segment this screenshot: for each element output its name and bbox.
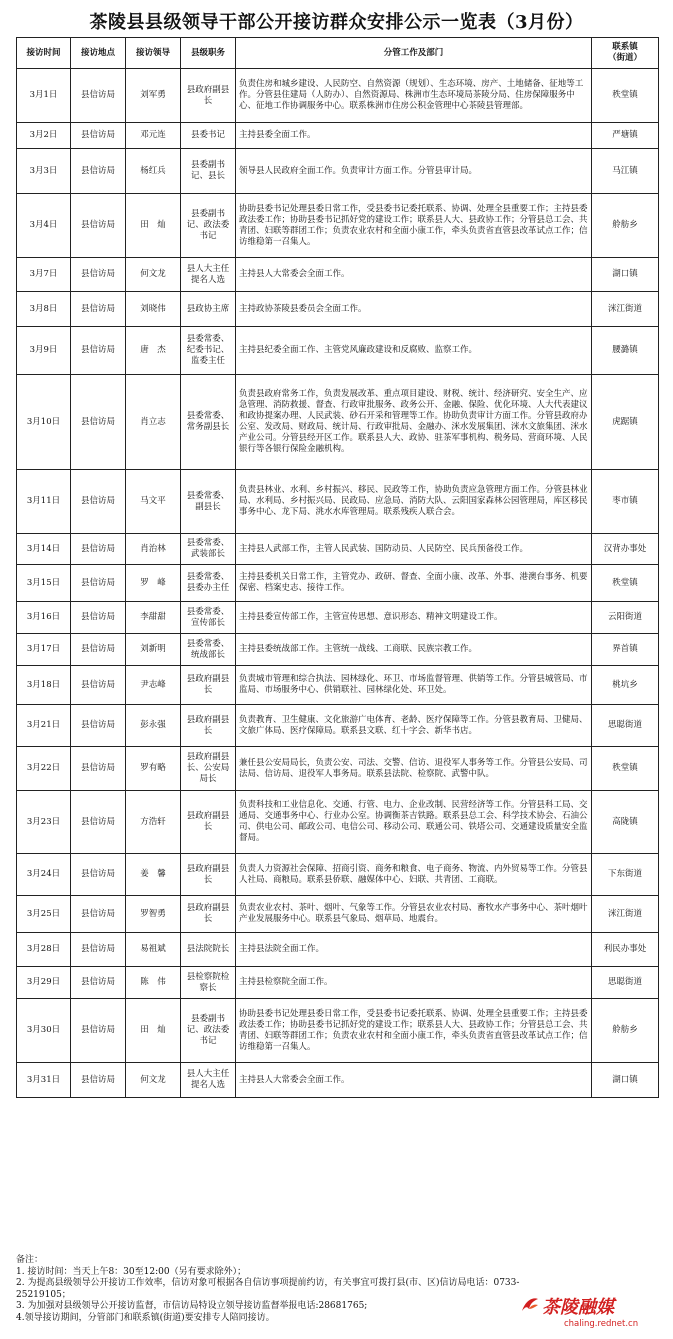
cell-duties: 负责住房和城乡建设、人民防空、自然资源（规划）、生态环境、房产、土地储备、征地等工作。分管县住建局（人防办）、自然资源局、株洲市生态环境局茶陵分局、住房保障服务中心、征地工作协调服务中心。联系株洲市住房公积金管理中心茶陵县管理部。	[236, 69, 592, 123]
table-row	[17, 292, 659, 327]
cell-leader: 唐 杰	[126, 327, 181, 375]
cell-date: 3月4日	[17, 194, 71, 258]
cell-date: 3月10日	[17, 375, 71, 470]
cell-place: 县信访局	[71, 565, 126, 602]
schedule-table	[16, 37, 659, 1098]
cell-date: 3月16日	[17, 602, 71, 634]
cell-duties: 协助县委书记处理县委日常工作，受县委书记委托联系、协调、处理全县重要工作；主持县委政法委工作；协助县委书记抓好党的建设工作；联系县人大、县政协工作；分管县总工会、共青团、妇联等群团工作；负责农业农村和全面小康工作，牵头负责省直管县改革试点工作；信访维稳第一召集人。	[236, 194, 592, 258]
cell-town: 舲舫乡	[592, 999, 659, 1063]
cell-leader: 李甜甜	[126, 602, 181, 634]
cell-place: 县信访局	[71, 375, 126, 470]
cell-town: 高陇镇	[592, 791, 659, 854]
cell-town: 严塘镇	[592, 123, 659, 149]
note-2: 2. 为提高县级领导公开接访工作效率，信访对象可根据各自信访事项提前约访，有关事宜可拨打县(市、区)信访局电话：0733-	[16, 1278, 520, 1288]
cell-role: 县人大主任提名人选	[181, 258, 236, 292]
cell-date: 3月25日	[17, 896, 71, 933]
table-row	[17, 666, 659, 705]
table-row	[17, 565, 659, 602]
cell-town: 湖口镇	[592, 258, 659, 292]
schedule-rows	[17, 69, 659, 1098]
table-row	[17, 470, 659, 534]
watermark-name: 茶陵融媒	[542, 1297, 614, 1318]
table-row	[17, 534, 659, 565]
cell-leader: 方浩轩	[126, 791, 181, 854]
cell-date: 3月7日	[17, 258, 71, 292]
cell-date: 3月30日	[17, 999, 71, 1063]
table-row	[17, 69, 659, 123]
table-row	[17, 747, 659, 791]
cell-role: 县政协主席	[181, 292, 236, 327]
cell-role: 县政府副县长	[181, 705, 236, 747]
table-row	[17, 602, 659, 634]
watermark-url: chaling.rednet.cn	[564, 1319, 639, 1329]
cell-place: 县信访局	[71, 194, 126, 258]
cell-place: 县信访局	[71, 854, 126, 896]
cell-duties: 兼任县公安局局长，负责公安、司法、交警、信访、退役军人事务等工作。分管县公安局、司法局、信访局、退役军人事务局。联系县法院、检察院、武警中队。	[236, 747, 592, 791]
cell-town: 桃坑乡	[592, 666, 659, 705]
cell-role: 县委常委、武装部长	[181, 534, 236, 565]
table-row	[17, 967, 659, 999]
cell-date: 3月2日	[17, 123, 71, 149]
table-row	[17, 854, 659, 896]
red-phoenix-logo-icon	[520, 1295, 540, 1315]
cell-leader: 田 灿	[126, 194, 181, 258]
cell-duties: 主持县委统战部工作。主管统一战线、工商联、民族宗教工作。	[236, 634, 592, 666]
cell-duties: 主持政协茶陵县委员会全面工作。	[236, 292, 592, 327]
cell-place: 县信访局	[71, 967, 126, 999]
cell-duties: 负责县政府常务工作，负责发展改革、重点项目建设、财税、统计、经济研究、安全生产、应急管理、消防救援、督查、行政审批服务、政务公开、金融、保险、优化环境、人大代表建议和政协提案办理、人民武装、砂石开采和管理等工作。协助负责审计方面工作。分管县政府办公室、发改局、财政局、统计局、行政审批局、金融办、洣水发展集团、洣水文旅集团、洣水产业公司。分管县经开区工作。联系县人大、政协、驻茶军事机构、税务局、营商环境、人民银行等各银行保险金融机构。	[236, 375, 592, 470]
cell-town: 汉背办事处	[592, 534, 659, 565]
table-row	[17, 999, 659, 1063]
note-4: 4.领导接访期间，分管部门和联系镇(街道)要安排专人陪同接访。	[16, 1312, 275, 1323]
cell-duties: 协助县委书记处理县委日常工作，受县委书记委托联系、协调、处理全县重要工作；主持县委政法委工作；协助县委书记抓好党的建设工作；联系县人大、县政协工作；分管县总工会、共青团、妇联等群团工作；负责农业农村和全面小康工作，牵头负责省直管县改革试点工作；信访维稳第一召集人。	[236, 999, 592, 1063]
cell-place: 县信访局	[71, 258, 126, 292]
cell-role: 县政府副县长	[181, 854, 236, 896]
cell-date: 3月1日	[17, 69, 71, 123]
cell-place: 县信访局	[71, 705, 126, 747]
cell-leader: 易祖斌	[126, 933, 181, 967]
notes-heading: 备注：	[16, 1255, 44, 1265]
cell-role: 县政府副县长	[181, 69, 236, 123]
cell-role: 县人大主任提名人选	[181, 1063, 236, 1098]
cell-role: 县委常委、副县长	[181, 470, 236, 534]
cell-leader: 何文龙	[126, 1063, 181, 1098]
cell-duties: 负责县林业、水利、乡村振兴、移民、民政等工作，协助负责应急管理方面工作。分管县林业局、水利局、乡村振兴局、民政局、应急局、消防大队、云阳国家森林公园管理局，库区移民事务中心、龙下局、洮水水库管理局。联系残疾人联合会。	[236, 470, 592, 534]
cell-role: 县委副书记、政法委书记	[181, 999, 236, 1063]
cell-town: 秩堂镇	[592, 69, 659, 123]
cell-leader: 姜 馨	[126, 854, 181, 896]
cell-duties: 负责农业农村、茶叶、烟叶、气象等工作。分管县农业农村局、畜牧水产事务中心、茶叶烟叶产业发展服务中心。联系县气象局、烟草局、地震台。	[236, 896, 592, 933]
cell-town: 云阳街道	[592, 602, 659, 634]
header-role: 县级职务	[181, 38, 236, 69]
table-row	[17, 705, 659, 747]
cell-town: 洣江街道	[592, 292, 659, 327]
cell-date: 3月8日	[17, 292, 71, 327]
cell-place: 县信访局	[71, 327, 126, 375]
cell-place: 县信访局	[71, 69, 126, 123]
cell-leader: 尹志峰	[126, 666, 181, 705]
cell-leader: 刘晓伟	[126, 292, 181, 327]
cell-date: 3月28日	[17, 933, 71, 967]
cell-leader: 田 灿	[126, 999, 181, 1063]
cell-town: 马江镇	[592, 149, 659, 194]
cell-leader: 罗智勇	[126, 896, 181, 933]
cell-role: 县委常委、常务副县长	[181, 375, 236, 470]
table-row	[17, 258, 659, 292]
cell-place: 县信访局	[71, 470, 126, 534]
cell-duties: 领导县人民政府全面工作。负责审计方面工作。分管县审计局。	[236, 149, 592, 194]
watermark	[520, 1295, 670, 1335]
cell-town: 湖口镇	[592, 1063, 659, 1098]
cell-role: 县委书记	[181, 123, 236, 149]
cell-town: 腰潞镇	[592, 327, 659, 375]
cell-date: 3月14日	[17, 534, 71, 565]
cell-role: 县检察院检察长	[181, 967, 236, 999]
cell-date: 3月15日	[17, 565, 71, 602]
table-row	[17, 1063, 659, 1098]
cell-town: 洣江街道	[592, 896, 659, 933]
cell-town: 思聪街道	[592, 967, 659, 999]
note-3: 3. 为加强对县级领导公开接访监督，市信访局特设立领导接访监督举报电话:28681765;	[16, 1301, 368, 1311]
cell-place: 县信访局	[71, 666, 126, 705]
cell-place: 县信访局	[71, 123, 126, 149]
cell-duties: 主持县检察院全面工作。	[236, 967, 592, 999]
cell-role: 县委副书记、政法委书记	[181, 194, 236, 258]
cell-place: 县信访局	[71, 896, 126, 933]
header-leader: 接访领导	[126, 38, 181, 69]
cell-date: 3月17日	[17, 634, 71, 666]
cell-role: 县委常委、宣传部长	[181, 602, 236, 634]
cell-role: 县政府副县长	[181, 666, 236, 705]
cell-place: 县信访局	[71, 933, 126, 967]
cell-leader: 刘军勇	[126, 69, 181, 123]
cell-duties: 主持县法院全面工作。	[236, 933, 592, 967]
cell-role: 县法院院长	[181, 933, 236, 967]
cell-date: 3月31日	[17, 1063, 71, 1098]
cell-place: 县信访局	[71, 534, 126, 565]
note-1: 1. 接访时间：当天上午8：30至12:00（另有要求除外）；	[16, 1266, 247, 1277]
cell-date: 3月21日	[17, 705, 71, 747]
cell-date: 3月23日	[17, 791, 71, 854]
cell-duties: 负责人力资源社会保障、招商引资、商务和粮食、电子商务、物流、内外贸易等工作。分管县人社局、商粮局。联系县侨联、融媒体中心、妇联、共青团、工商联。	[236, 854, 592, 896]
cell-place: 县信访局	[71, 602, 126, 634]
page-title: 茶陵县县级领导干部公开接访群众安排公示一览表（3月份）	[89, 12, 584, 33]
cell-date: 3月18日	[17, 666, 71, 705]
header-town: 联系镇 （街道）	[592, 38, 659, 69]
cell-date: 3月29日	[17, 967, 71, 999]
cell-role: 县政府副县长、公安局局长	[181, 747, 236, 791]
cell-duties: 主持县纪委全面工作、主管党风廉政建设和反腐败、监察工作。	[236, 327, 592, 375]
note-2-cont: 25219105；	[16, 1289, 71, 1300]
header-time: 接访时间	[17, 38, 71, 69]
cell-leader: 邓元连	[126, 123, 181, 149]
cell-duties: 负责教育、卫生健康、文化旅游广电体育、老龄、医疗保障等工作。分管县教育局、卫健局、文旅广体局、医疗保障局。联系县文联、红十字会、新华书店。	[236, 705, 592, 747]
cell-town: 界首镇	[592, 634, 659, 666]
table-row	[17, 896, 659, 933]
cell-town: 舲舫乡	[592, 194, 659, 258]
cell-duties: 主持县委全面工作。	[236, 123, 592, 149]
cell-date: 3月24日	[17, 854, 71, 896]
cell-duties: 主持县委宣传部工作，主管宣传思想、意识形态、精神文明建设工作。	[236, 602, 592, 634]
cell-role: 县委常委、统战部长	[181, 634, 236, 666]
table-row	[17, 123, 659, 149]
cell-date: 3月9日	[17, 327, 71, 375]
cell-town: 下东街道	[592, 854, 659, 896]
cell-date: 3月3日	[17, 149, 71, 194]
table-row	[17, 375, 659, 470]
cell-role: 县委常委、纪委书记、监委主任	[181, 327, 236, 375]
table-row	[17, 194, 659, 258]
cell-date: 3月11日	[17, 470, 71, 534]
cell-town: 思聪街道	[592, 705, 659, 747]
header-duties: 分管工作及部门	[236, 38, 592, 69]
cell-town: 秩堂镇	[592, 747, 659, 791]
cell-leader: 马文平	[126, 470, 181, 534]
table-row	[17, 149, 659, 194]
cell-date: 3月22日	[17, 747, 71, 791]
header-place: 接访地点	[71, 38, 126, 69]
cell-place: 县信访局	[71, 292, 126, 327]
cell-leader: 陈 伟	[126, 967, 181, 999]
cell-duties: 负责科技和工业信息化、交通、行管、电力、企业改制、民营经济等工作。分管县科工局、交通局、交通事务中心、行业办公室。协调衡茶吉铁路。联系县总工会、科学技术协会、石油公司、供电公司、邮政公司、电信公司、移动公司、联通公司、铁塔公司、交通建设质量安全监督局。	[236, 791, 592, 854]
cell-place: 县信访局	[71, 1063, 126, 1098]
table-row	[17, 327, 659, 375]
cell-town: 秩堂镇	[592, 565, 659, 602]
table-row	[17, 791, 659, 854]
cell-leader: 刘新明	[126, 634, 181, 666]
cell-leader: 肖立志	[126, 375, 181, 470]
cell-leader: 何文龙	[126, 258, 181, 292]
cell-role: 县政府副县长	[181, 791, 236, 854]
cell-leader: 杨红兵	[126, 149, 181, 194]
cell-leader: 彭永强	[126, 705, 181, 747]
cell-leader: 罗有略	[126, 747, 181, 791]
cell-duties: 主持县人大常委会全面工作。	[236, 258, 592, 292]
cell-leader: 肖治林	[126, 534, 181, 565]
table-row	[17, 634, 659, 666]
cell-duties: 主持县委机关日常工作，主管党办、政研、督查、全面小康、改革、外事、港澳台事务、机要保密、档案史志、接待工作。	[236, 565, 592, 602]
notes	[16, 1255, 576, 1324]
cell-place: 县信访局	[71, 634, 126, 666]
cell-place: 县信访局	[71, 999, 126, 1063]
table-header-row	[17, 38, 659, 69]
cell-leader: 罗 峰	[126, 565, 181, 602]
cell-role: 县委常委、县委办主任	[181, 565, 236, 602]
cell-role: 县政府副县长	[181, 896, 236, 933]
table-row	[17, 933, 659, 967]
cell-role: 县委副书记、县长	[181, 149, 236, 194]
cell-place: 县信访局	[71, 149, 126, 194]
cell-place: 县信访局	[71, 747, 126, 791]
cell-duties: 主持县人大常委会全面工作。	[236, 1063, 592, 1098]
cell-duties: 负责城市管理和综合执法、园林绿化、环卫、市场监督管理、供销等工作。分管县城管局、市监局、市场服务中心、供销联社、园林绿化处、环卫处。	[236, 666, 592, 705]
cell-duties: 主持县人武部工作，主管人民武装、国防动员、人民防空、民兵预备役工作。	[236, 534, 592, 565]
cell-town: 枣市镇	[592, 470, 659, 534]
cell-place: 县信访局	[71, 791, 126, 854]
cell-town: 虎踞镇	[592, 375, 659, 470]
cell-town: 利民办事处	[592, 933, 659, 967]
